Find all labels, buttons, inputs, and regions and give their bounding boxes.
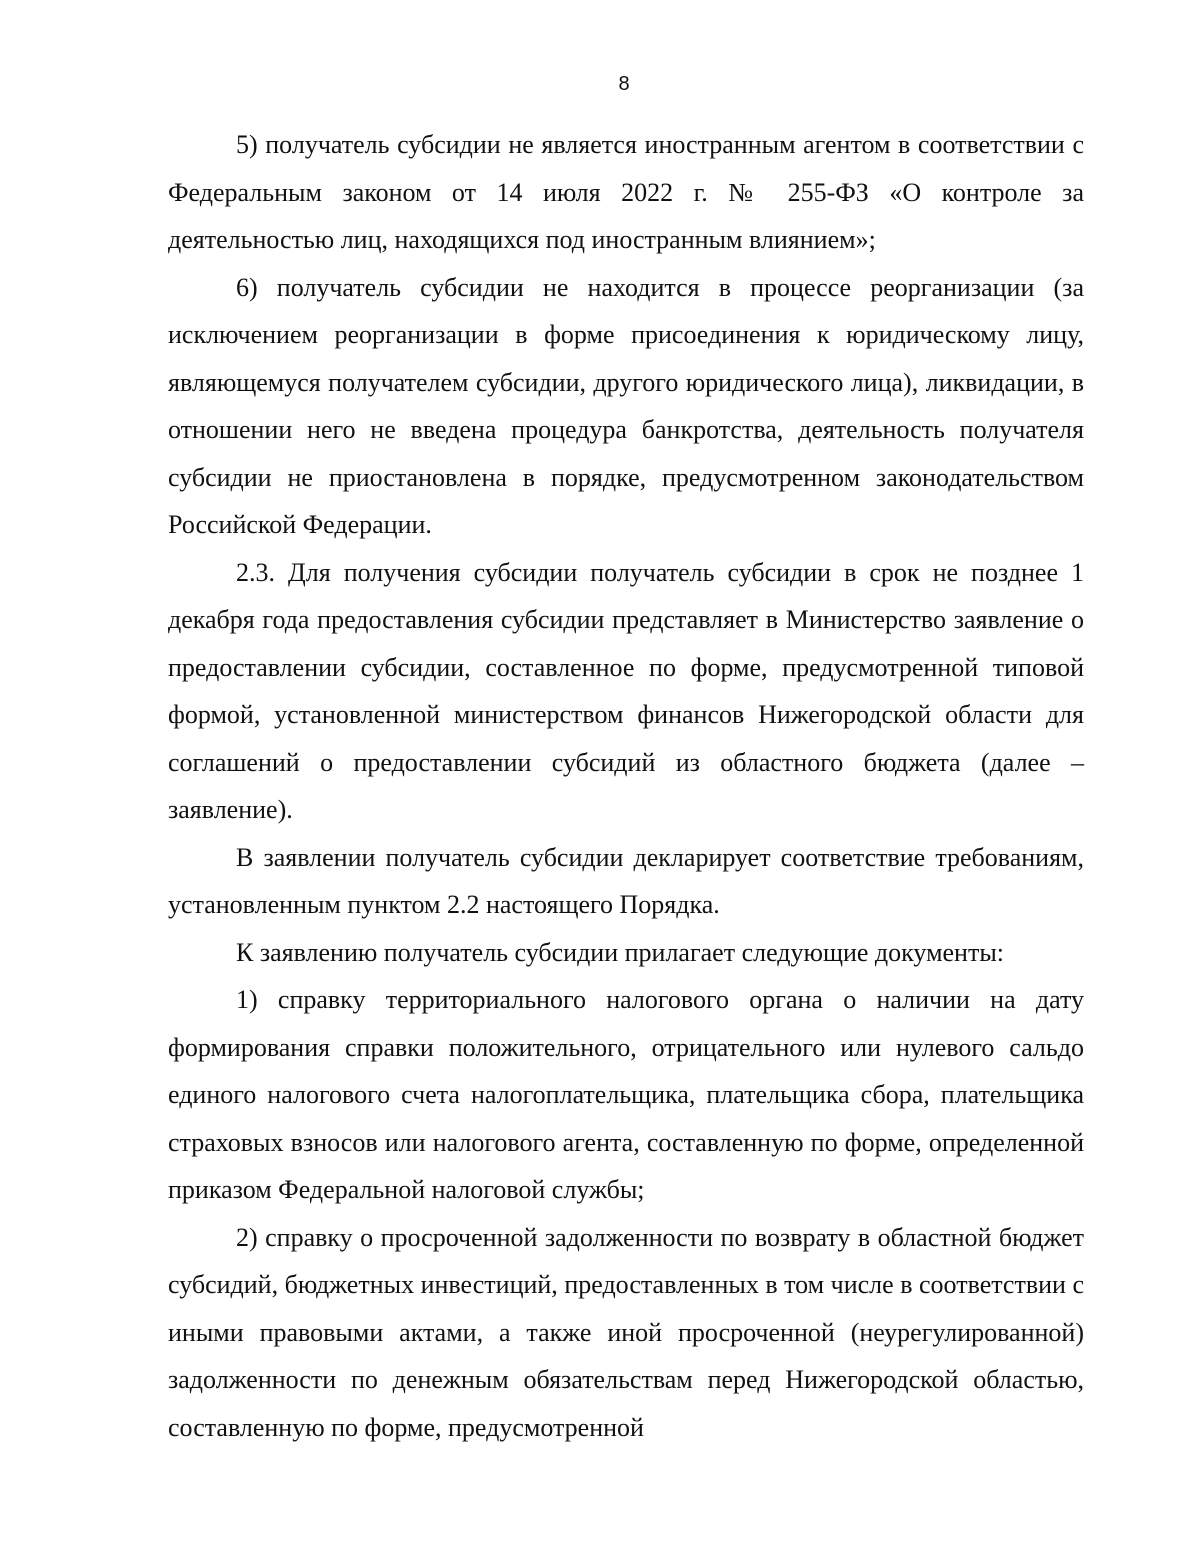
page-number: 8 [618,73,630,95]
paragraph-item-6: 6) получатель субсидии не находится в процессе реорганизации (за исключением реорганизации в форме присоединения к юридическому лицу, являющемуся получателем субсидии, другого юридического лица), ликвидации, в отношении него не введена процедура банкротства, деятельность получателя субсидии не приостановлена в порядке, предусмотренном законодательством Российской Федерации. [168,272,1084,539]
paragraph-attachments-intro: К заявлению получатель субсидии прилагает следующие документы: [236,937,1005,967]
document-body [168,121,1084,1451]
paragraph-declaration: В заявлении получатель субсидии декларирует соответствие требованиям, установленным пунктом 2.2 настоящего Порядка. [168,842,1084,919]
paragraph-item-5: 5) получатель субсидии не является иностранным агентом в соответствии с Федеральным законом от 14 июля 2022 г. № 255-ФЗ «О контроле за деятельностью лиц, находящихся под иностранным влиянием»; [168,130,1084,254]
paragraph-document-1: 1) справку территориального налогового органа о наличии на дату формирования справки положительного, отрицательного или нулевого сальдо единого налогового счета налогоплательщика, плательщика сбора, плательщика страховых взносов или налогового агента, составленную по форме, определенной приказом Федеральной налоговой службы; [168,985,1084,1204]
paragraph-document-2: 2) справку о просроченной задолженности по возврату в областной бюджет субсидий, бюджетных инвестиций, предоставленных в том числе в соответствии с иными правовыми актами, а также иной просроченной (неурегулированной) задолженности по денежным обязательствам перед Нижегородской областью, составленную по форме, предусмотренной [168,1222,1084,1442]
paragraph-section-2-3: 2.3. Для получения субсидии получатель субсидии в срок не позднее 1 декабря года предоставления субсидии представляет в Министерство заявление о предоставлении субсидии, составленное по форме, предусмотренной типовой формой, установленной министерством финансов Нижегородской области для соглашений о предоставлении субсидий из областного бюджета (далее – заявление). [168,557,1084,824]
